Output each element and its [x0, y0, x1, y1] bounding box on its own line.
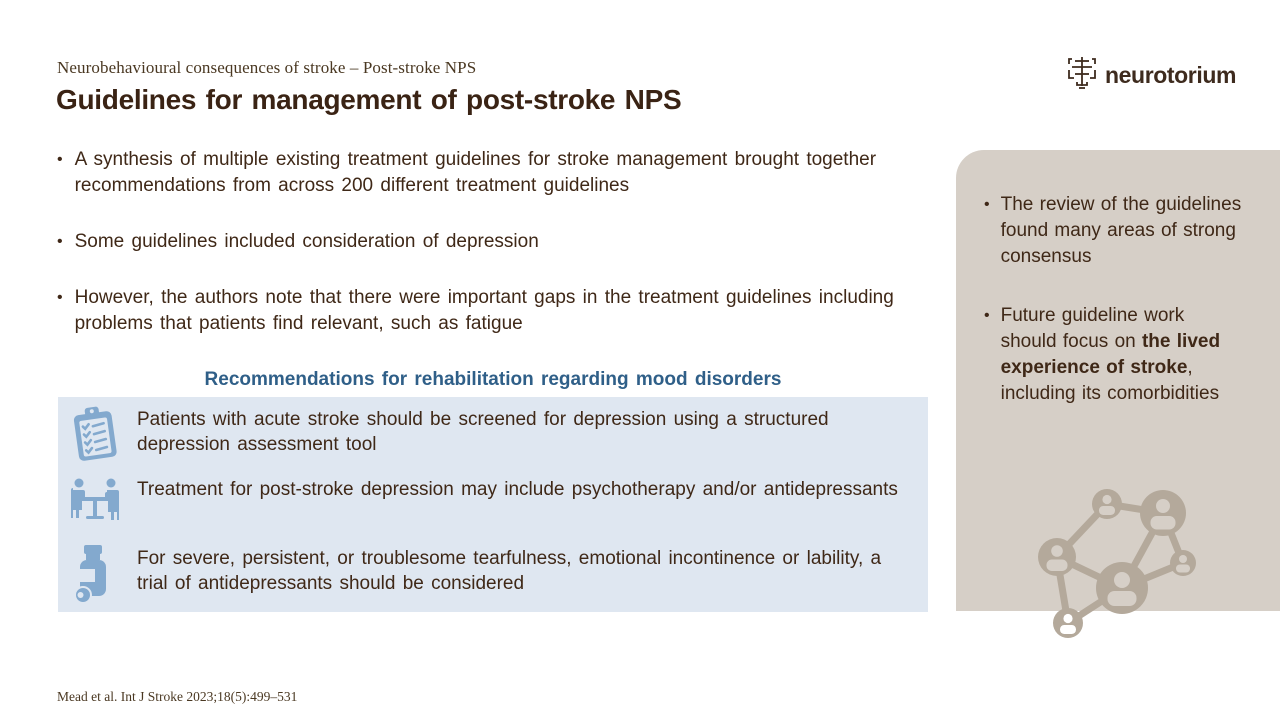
- checklist-clipboard-icon: [66, 403, 124, 465]
- page-title: Guidelines for management of post-stroke NPS: [56, 84, 682, 115]
- main-bullet-list: [57, 147, 902, 367]
- recommendation-row-screening: [58, 403, 928, 465]
- recommendations-box: [58, 397, 928, 612]
- recommendation-row-treatment: [58, 473, 928, 535]
- bullet-text: A synthesis of multiple existing treatment guidelines for stroke management brought together recommendations from across 200 different treatment guidelines: [74, 149, 877, 196]
- list-item: [57, 285, 902, 337]
- list-item: [57, 147, 902, 199]
- list-item: [984, 192, 1242, 270]
- bullet-marker: •: [57, 151, 63, 168]
- medication-bottle-icon: [66, 542, 124, 604]
- recommendation-row-tearfulness: [58, 542, 928, 604]
- logo-wordmark: neurotorium: [1105, 62, 1237, 88]
- list-item: [984, 303, 1242, 407]
- bold-emphasis: the lived experience of stroke: [1000, 331, 1221, 378]
- recommendation-text: Patients with acute stroke should be screened for depression using a structured depression assessment tool: [137, 409, 829, 455]
- bullet-text: Future guideline work should focus on the lived experience of stroke, including its comorbidities: [1000, 305, 1221, 404]
- therapy-session-icon: [66, 473, 124, 535]
- people-network-icon: [1012, 470, 1227, 670]
- bullet-marker: •: [984, 196, 990, 213]
- recommendations-heading: Recommendations for rehabilitation regarding mood disorders: [204, 369, 782, 390]
- slide-eyebrow: Neurobehavioural consequences of stroke – Post-stroke NPS: [57, 58, 477, 77]
- bullet-text: However, the authors note that there were important gaps in the treatment guidelines including problems that patients find relevant, such as fatigue: [74, 287, 894, 334]
- bullet-marker: •: [57, 289, 63, 306]
- bullet-marker: •: [984, 307, 990, 324]
- bullet-marker: •: [57, 233, 63, 250]
- reference-citation: Mead et al. Int J Stroke 2023;18(5):499–531: [57, 689, 298, 704]
- bullet-text: Some guidelines included consideration of depression: [74, 231, 539, 252]
- brain-circuit-icon: [1066, 54, 1098, 97]
- bullet-text: The review of the guidelines found many areas of strong consensus: [1000, 194, 1242, 267]
- neurotorium-logo: [1066, 54, 1236, 97]
- list-item: [57, 229, 902, 255]
- recommendation-text: Treatment for post-stroke depression may include psychotherapy and/or antidepressants: [137, 478, 898, 500]
- recommendation-text: For severe, persistent, or troublesome tearfulness, emotional incontinence or lability, a trial of antidepressants should be considered: [137, 548, 882, 594]
